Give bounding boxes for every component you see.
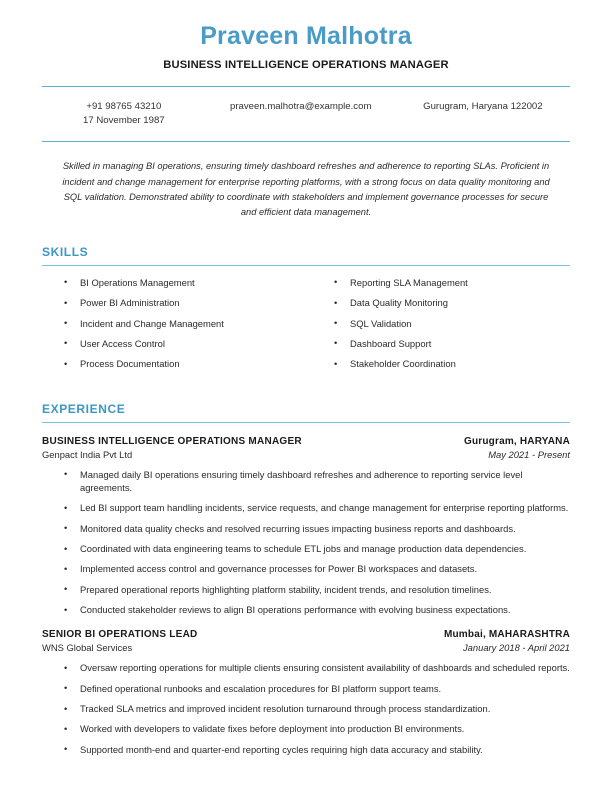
- skills-column-2: [306, 276, 570, 378]
- list-item: • Dashboard Support: [312, 337, 570, 350]
- candidate-headline: BUSINESS INTELLIGENCE OPERATIONS MANAGER: [163, 58, 449, 71]
- job-responsibilities: [42, 468, 570, 617]
- job-title: BUSINESS INTELLIGENCE OPERATIONS MANAGER: [42, 435, 302, 447]
- job-company: WNS Global Services: [42, 642, 133, 654]
- job-location: Mumbai, MAHARASHTRA: [443, 629, 570, 641]
- contact-phone: +91 98765 43210: [86, 100, 162, 112]
- experience-section-title: EXPERIENCE: [42, 401, 126, 416]
- contact-location-block: [396, 100, 570, 115]
- experience-entry: [42, 436, 570, 617]
- experience-section: [42, 402, 570, 756]
- skills-column-1: [42, 276, 306, 378]
- experience-entry-subheader: [42, 449, 570, 460]
- list-item: • Power BI Administration: [42, 296, 306, 309]
- list-item: • Implemented access control and governance processes for Power BI workspaces and datasets.: [42, 562, 570, 575]
- job-dates: January 2018 - April 2021: [462, 642, 570, 654]
- skills-list-1: [42, 276, 306, 371]
- list-item: • User Access Control: [42, 337, 306, 350]
- list-item: • Coordinated with data engineering teams to schedule ETL jobs and manage production data dependencies.: [42, 542, 570, 555]
- skills-columns: [42, 266, 570, 378]
- job-title: SENIOR BI OPERATIONS LEAD: [42, 629, 198, 641]
- list-item: • Tracked SLA metrics and improved incident resolution turnaround through process standardization.: [42, 702, 570, 715]
- experience-entry-header: [42, 436, 570, 447]
- list-item: • SQL Validation: [312, 317, 570, 330]
- contact-birthdate: 17 November 1987: [83, 115, 165, 127]
- candidate-name: Praveen Malhotra: [200, 22, 412, 50]
- contact-email: praveen.malhotra@example.com: [229, 100, 372, 112]
- contact-row: [42, 87, 570, 142]
- list-item: • Monitored data quality checks and resolved recurring issues impacting business reports and dashboards.: [42, 522, 570, 535]
- job-dates: May 2021 - Present: [488, 448, 570, 460]
- list-item: • Incident and Change Management: [42, 317, 306, 330]
- list-item: • Led BI support team handling incidents, service requests, and change management for enterprise reporting platforms.: [42, 501, 570, 514]
- list-item: • Oversaw reporting operations for multiple clients ensuring consistent availability of dashboards and scheduled reports.: [42, 661, 570, 674]
- professional-summary: Skilled in managing BI operations, ensuring timely dashboard refreshes and adherence to reporting SLAs. Proficient in incident and change management for enterprise reporting platforms, with a strong focus on data quality monitoring and SQL validation. Demonstrated ability to coordinate with stakeholders and implement governance processes for secure and efficient data management.: [62, 161, 550, 218]
- skills-section: [42, 245, 570, 378]
- contact-location: Gurugram, Haryana 122002: [423, 100, 543, 112]
- list-item: • Supported month-end and quarter-end reporting cycles requiring high data accuracy and stability.: [42, 743, 570, 756]
- skills-section-title: SKILLS: [42, 244, 89, 259]
- job-location: Gurugram, HARYANA: [463, 435, 570, 447]
- experience-entry-header: [42, 629, 570, 640]
- list-item: • Conducted stakeholder reviews to align BI operations performance with evolving business expectations.: [42, 603, 570, 616]
- list-item: • Worked with developers to validate fixes before deployment into production BI environments.: [42, 722, 570, 735]
- list-item: • Managed daily BI operations ensuring timely dashboard refreshes and adherence to reporting service level agreements.: [42, 468, 570, 495]
- list-item: • Data Quality Monitoring: [312, 296, 570, 309]
- job-responsibilities: [42, 661, 570, 756]
- list-item: • Process Documentation: [42, 357, 306, 370]
- contact-email-block: [206, 100, 396, 115]
- resume-header: [42, 0, 570, 71]
- list-item: • Reporting SLA Management: [312, 276, 570, 289]
- list-item: • Prepared operational reports highlighting platform stability, incident trends, and resolution timelines.: [42, 583, 570, 596]
- list-item: • BI Operations Management: [42, 276, 306, 289]
- experience-section-divider: [42, 422, 570, 423]
- job-company: Genpact India Pvt Ltd: [42, 448, 133, 460]
- experience-entry-subheader: [42, 642, 570, 653]
- list-item: • Stakeholder Coordination: [312, 357, 570, 370]
- contact-phone-block: [42, 100, 206, 130]
- experience-entry: [42, 629, 570, 756]
- list-item: • Defined operational runbooks and escalation procedures for BI platform support teams.: [42, 682, 570, 695]
- skills-list-2: [312, 276, 570, 371]
